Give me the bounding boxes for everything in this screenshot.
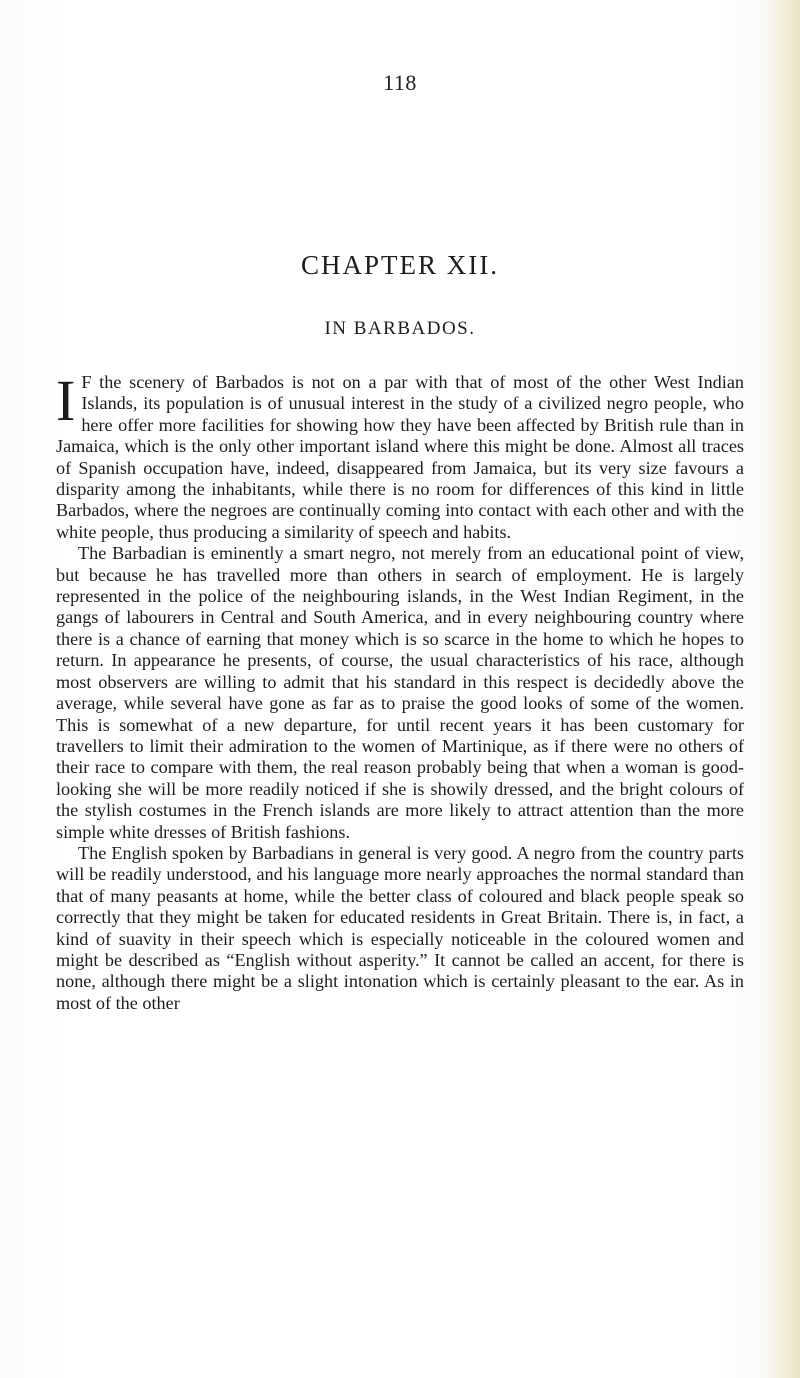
paragraph-3: The English spoken by Barbadians in general is very good. A negro from the country parts will be readily understood, and his language more nearly approaches the normal standard than that of many peasants at home, while the better class of coloured and black people speak so correctly that they might be taken for educated residents in Great Britain. There is, in fact, a kind of suavity in their speech which is especially noticeable in the coloured women and might be described as “English without asperity.” It cannot be called an accent, for there is none, although there might be a slight intonation which is certainly pleasant to the ear. As in most of the other [56,842,744,1013]
paragraph-1-text: F the scenery of Barbados is not on a par with that of most of the other West Indian Islands, its population is of unusual interest in the study of a civilized negro people, who here offer more facilities for showing how they have been affected by British rule than in Jamaica, which is the only other important island where this might be done. Almost all traces of Spanish occupation have, indeed, disappeared from Jamaica, but its very size favours a disparity among the inhabitants, while there is no room for differences of this kind in little Barbados, where the negroes are continually coming into contact with each other and with the white people, thus producing a similarity of speech and habits. [56,372,744,542]
drop-cap: I [56,368,76,433]
page-edge-shading [766,0,800,1378]
chapter-title: CHAPTER XII. [301,250,499,280]
body-text [56,368,744,1014]
paragraph-2: The Barbadian is eminently a smart negro, not merely from an educational point of view, but because he has travelled more than others in search of employment. He is largely represented in the police of the neighbouring islands, in the West Indian Regiment, in the gangs of labourers in Central and South America, and in every neighbouring country where there is a chance of earning that money which is so scarce in the home to which he hopes to return. In appearance he presents, of course, the usual characteristics of his race, although most observers are willing to admit that his standard in this respect is decidedly above the average, while several have gone as far as to praise the good looks of some of the women. This is somewhat of a new departure, for until recent years it has been customary for travellers to limit their admiration to the women of Martinique, as if there were no others of their race to compare with them, the real reason probably being that when a woman is good-looking she will be more readily noticed if she is showily dressed, and the bright colours of the stylish costumes in the French islands are more likely to attract attention than the more simple white dresses of British fashions. [56,543,744,842]
paragraph-1 [56,368,744,543]
page-number: 118 [383,70,417,95]
chapter-subtitle: IN BARBADOS. [324,318,476,339]
